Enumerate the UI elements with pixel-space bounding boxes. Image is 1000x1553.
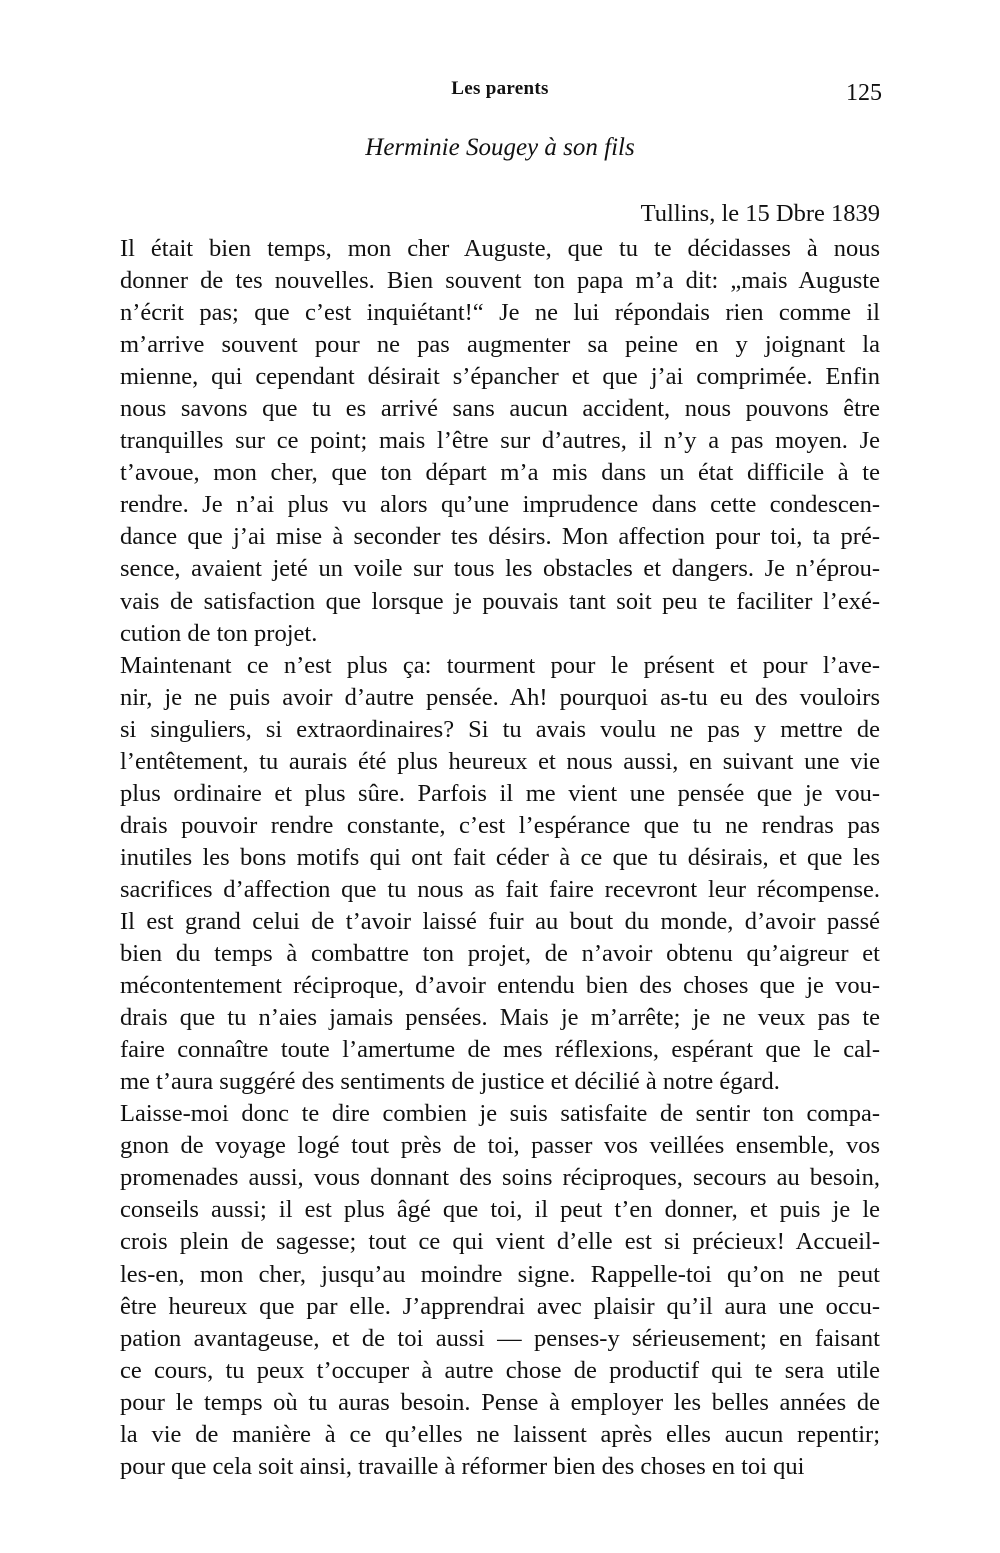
- text-line: mienne, qui cependant désirait s’épancher et que j’ai comprimée. Enfin: [120, 363, 880, 391]
- text-line: pation avantageuse, et de toi aussi — penses-y sérieusement; en faisant: [120, 1324, 880, 1352]
- text-line: rendre. Je n’ai plus vu alors qu’une imprudence dans cette condescen-: [120, 491, 880, 519]
- text-line: donner de tes nouvelles. Bien souvent ton papa m’a dit: „mais Auguste: [120, 267, 880, 295]
- running-head: [120, 78, 880, 108]
- text-line: conseils aussi; il est plus âgé que toi, il peut t’en donner, et puis je le: [120, 1196, 880, 1224]
- running-title: Les parents: [451, 78, 549, 99]
- text-line: gnon de voyage logé tout près de toi, passer vos veillées ensemble, vos: [120, 1132, 880, 1160]
- letter-dateline: Tullins, le 15 Dbre 1839: [640, 200, 880, 227]
- text-line: m’arrive souvent pour ne pas augmenter sa peine en y joignant la: [120, 331, 880, 359]
- text-line: drais pouvoir rendre constante, c’est l’espérance que tu ne rendras pas: [120, 811, 880, 839]
- text-line: plus ordinaire et plus sûre. Parfois il me vient une pensée que je vou-: [120, 779, 880, 807]
- text-line: dance que j’ai mise à seconder tes désirs. Mon affection pour toi, ta pré-: [120, 523, 880, 551]
- text-line: t’avoue, mon cher, que ton départ m’a mis dans un état difficile à te: [120, 459, 880, 487]
- paragraph: [120, 1098, 880, 1483]
- page-number: 125: [846, 80, 882, 106]
- text-line: vais de satisfaction que lorsque je pouvais tant soit peu te faciliter l’exé-: [120, 587, 880, 615]
- text-line: mécontentement réciproque, d’avoir entendu bien des choses que je vou-: [120, 972, 880, 1000]
- paragraph: [120, 650, 880, 1099]
- text-line: pour que cela soit ainsi, travaille à réformer bien des choses en toi qui: [120, 1452, 805, 1480]
- text-line: l’entêtement, tu aurais été plus heureux et nous aussi, en suivant une vie: [120, 747, 880, 775]
- letter-body: [120, 233, 880, 1483]
- text-line: Maintenant ce n’est plus ça: tourment pour le présent et pour l’ave-: [120, 651, 880, 679]
- text-line: inutiles les bons motifs qui ont fait céder à ce que tu désirais, et que les: [120, 843, 880, 871]
- text-line: faire connaître toute l’amertume de mes réflexions, espérant que le cal-: [120, 1036, 880, 1064]
- text-line: crois plein de sagesse; tout ce qui vient d’elle est si précieux! Accueil-: [120, 1228, 880, 1256]
- text-line: les-en, mon cher, jusqu’au moindre signe. Rappelle-toi qu’on ne peut: [120, 1260, 880, 1288]
- text-line: drais que tu n’aies jamais pensées. Mais je m’arrête; je ne veux pas te: [120, 1004, 880, 1032]
- text-line: Il était bien temps, mon cher Auguste, que tu te décidasses à nous: [120, 235, 880, 262]
- text-line: Laisse-moi donc te dire combien je suis satisfaite de sentir ton compa-: [120, 1100, 880, 1128]
- text-line: ce cours, tu peux t’occuper à autre chose de productif qui te sera utile: [120, 1356, 880, 1384]
- text-line: être heureux que par elle. J’apprendrai avec plaisir qu’il aura une occu-: [120, 1292, 880, 1320]
- text-line: nir, je ne puis avoir d’autre pensée. Ah! pourquoi as-tu eu des vouloirs: [120, 683, 880, 711]
- text-line: me t’aura suggéré des sentiments de justice et décilié à notre égard.: [120, 1068, 780, 1096]
- text-line: pour le temps où tu auras besoin. Pense à employer les belles années de: [120, 1388, 880, 1416]
- text-line: sence, avaient jeté un voile sur tous les obstacles et dangers. Je n’éprou-: [120, 555, 880, 583]
- text-line: bien du temps à combattre ton projet, de n’avoir obtenu qu’aigreur et: [120, 940, 880, 968]
- paragraph: [120, 233, 880, 650]
- text-line: promenades aussi, vous donnant des soins réciproques, secours au besoin,: [120, 1164, 880, 1192]
- text-line: Il est grand celui de t’avoir laissé fuir au bout du monde, d’avoir passé: [120, 907, 880, 935]
- text-line: la vie de manière à ce qu’elles ne laissent après elles aucun repentir;: [120, 1420, 880, 1448]
- text-line: si singuliers, si extraordinaires? Si tu avais voulu ne pas y mettre de: [120, 715, 880, 743]
- text-line: tranquilles sur ce point; mais l’être sur d’autres, il n’y a pas moyen. Je: [120, 427, 880, 455]
- text-line: nous savons que tu es arrivé sans aucun accident, nous pouvons être: [120, 395, 880, 423]
- text-line: n’écrit pas; que c’est inquiétant!“ Je ne lui répondais rien comme il: [120, 299, 880, 327]
- text-line: sacrifices d’affection que tu nous as fait faire recevront leur récompense.: [120, 875, 880, 903]
- text-line: cution de ton projet.: [120, 619, 318, 647]
- letter-title: Herminie Sougey à son fils: [365, 134, 635, 161]
